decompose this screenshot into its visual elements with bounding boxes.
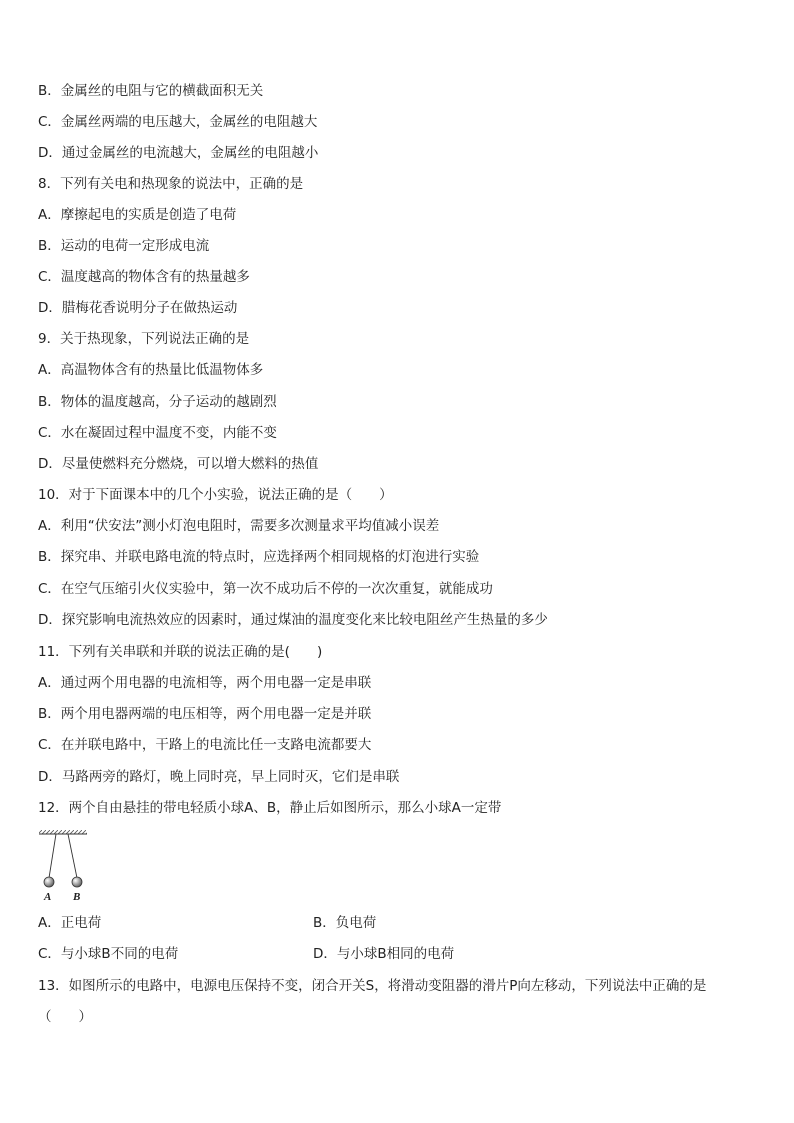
text-line: C．在空气压缩引火仪实验中，第一次不成功后不停的一次次重复，就能成功 [38,581,493,597]
label-a: A [44,891,52,903]
text-line: C．在并联电路中，干路上的电流比任一支路电流都要大 [38,737,372,753]
question-9: 9．关于热现象，下列说法正确的是 [38,331,250,347]
text-line: D．探究影响电流热效应的因素时，通过煤油的温度变化来比较电阻丝产生热量的多少 [38,612,548,628]
ball-a [44,877,54,887]
text-line: B．物体的温度越高，分子运动的越剧烈 [38,394,277,410]
text-line: B．两个用电器两端的电压相等，两个用电器一定是并联 [38,706,372,722]
ceiling-bar [39,830,87,834]
string-a [49,834,56,878]
question-11: 11．下列有关串联和并联的说法正确的是( ) [38,644,323,660]
text-line: A．摩擦起电的实质是创造了电荷 [38,207,237,223]
string-b [68,834,77,878]
option-a: A．正电荷 [38,915,102,931]
option-d: D．与小球B相同的电荷 [313,946,455,962]
option-b: B．负电荷 [313,915,377,931]
text-line: B．探究串、并联电路电流的特点时，应选择两个相同规格的灯泡进行实验 [38,549,480,565]
text-line: C．金属丝两端的电压越大，金属丝的电阻越大 [38,114,318,130]
label-b: B [73,891,81,903]
text-line: D．通过金属丝的电流越大，金属丝的电阻越小 [38,145,319,161]
question-13-bracket: （ ） [38,1009,92,1025]
text-line: C．温度越高的物体含有的热量越多 [38,269,250,285]
text-line: A．利用“伏安法”测小灯泡电阻时，需要多次测量求平均值减小误差 [38,518,440,534]
text-line: A．高温物体含有的热量比低温物体多 [38,362,264,378]
text-line: D．腊梅花香说明分子在做热运动 [38,300,238,316]
text-line: B．金属丝的电阻与它的横截面积无关 [38,83,264,99]
question-8: 8．下列有关电和热现象的说法中，正确的是 [38,176,304,192]
question-12: 12．两个自由悬挂的带电轻质小球A、B，静止后如图所示，那么小球A一定带 [38,800,502,816]
ball-b [72,877,82,887]
text-line: D．尽量使燃料充分燃烧，可以增大燃料的热值 [38,456,319,472]
text-line: C．水在凝固过程中温度不变，内能不变 [38,425,277,441]
pendulum-figure [38,830,90,904]
option-c: C．与小球B不同的电荷 [38,946,179,962]
text-line: D．马路两旁的路灯，晚上同时亮，早上同时灭，它们是串联 [38,769,400,785]
question-13: 13．如图所示的电路中，电源电压保持不变，闭合开关S，将滑动变阻器的滑片P向左移动，下列说法中正确的是 [38,978,707,994]
text-line: B．运动的电荷一定形成电流 [38,238,210,254]
text-line: A．通过两个用电器的电流相等，两个用电器一定是串联 [38,675,372,691]
question-10: 10．对于下面课本中的几个小实验，说法正确的是（ ） [38,487,393,503]
